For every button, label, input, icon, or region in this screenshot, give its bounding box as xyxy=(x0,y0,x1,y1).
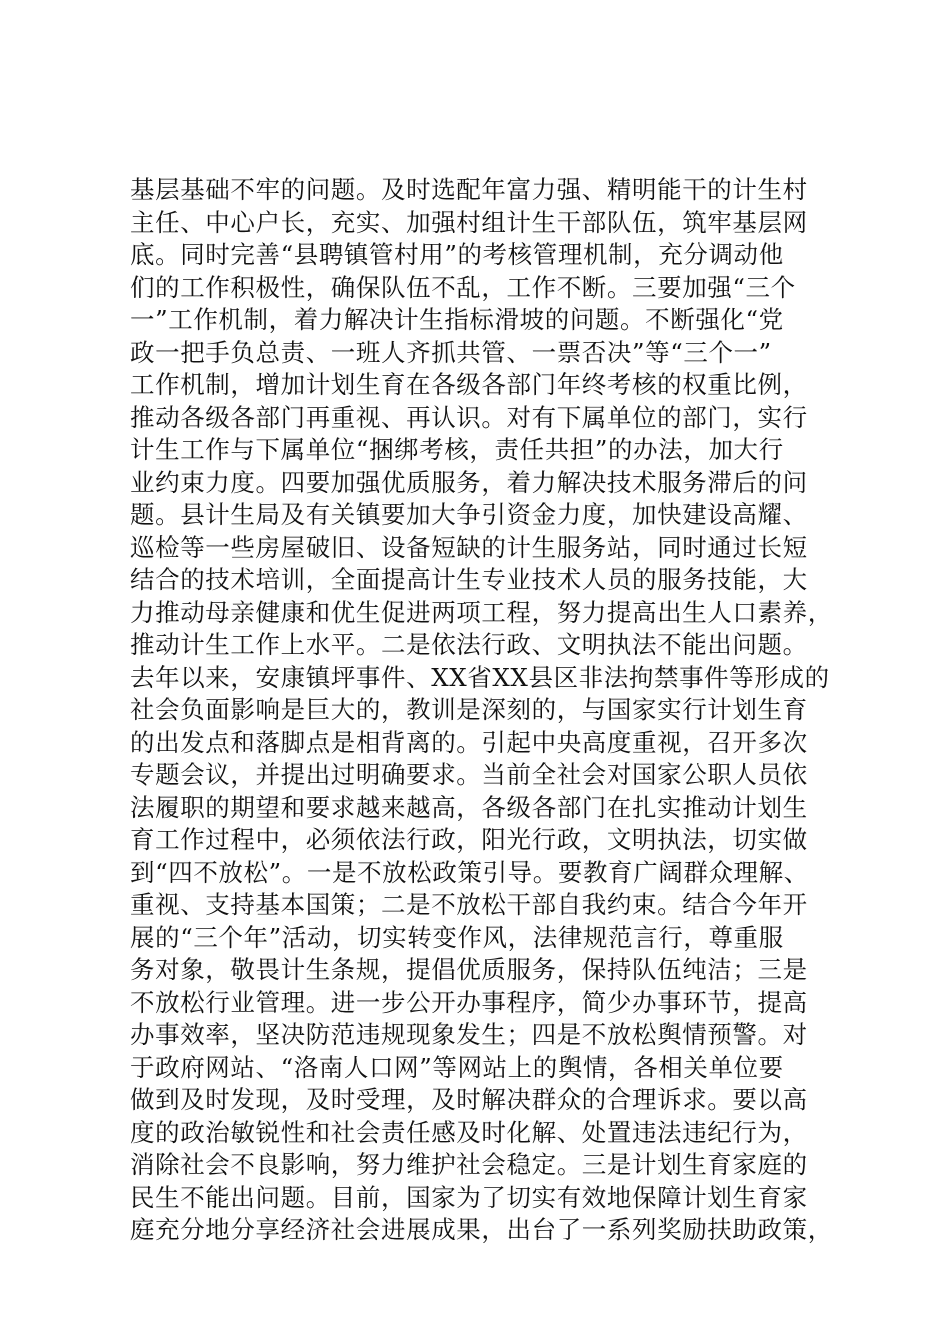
text-line: 基层基础不牢的问题。及时选配年富力强、精明能干的计生村 xyxy=(130,175,808,204)
text-line: 法履职的期望和要求越来越高，各级各部门在扎实推动计划生 xyxy=(130,792,808,822)
text-line: 推动各级各部门再重视、再认识。对有下属单位的部门，实行 xyxy=(130,402,808,432)
text-line: 社会负面影响是巨大的，教训是深刻的，与国家实行计划生育 xyxy=(130,695,808,724)
text-line: 推动计生工作上水平。二是依法行政、文明执法不能出问题。 xyxy=(130,630,808,659)
text-line: 重视、支持基本国策；二是不放松干部自我约束。结合今年开 xyxy=(130,890,808,919)
text-line: 展的“三个年”活动，切实转变作风，法律规范言行，尊重服 xyxy=(130,922,784,952)
text-line: 工作机制，增加计划生育在各级各部门年终考核的权重比例， xyxy=(130,370,808,399)
text-line: 不放松行业管理。进一步公开办事程序，简少办事环节，提高 xyxy=(130,987,808,1017)
text-line: 底。同时完善“县聘镇管村用”的考核管理机制，充分调动他 xyxy=(130,240,784,269)
text-line: 政一把手负总责、一班人齐抓共管、一票否决”等“三个一” xyxy=(130,337,772,367)
text-line: 做到及时发现，及时受理，及时解决群众的合理诉求。要以高 xyxy=(130,1085,808,1114)
text-line: 务对象，敬畏计生条规，提倡优质服务，保持队伍纯洁；三是 xyxy=(130,955,808,984)
text-line: 业约束力度。四要加强优质服务，着力解决技术服务滞后的问 xyxy=(130,467,808,497)
text-line: 们的工作积极性，确保队伍不乱，工作不断。三要加强“三个 xyxy=(130,272,796,302)
text-line: 消除社会不良影响，努力维护社会稳定。三是计划生育家庭的 xyxy=(130,1150,808,1179)
text-line: 到“四不放松”。一是不放松政策引导。要教育广阔群众理解、 xyxy=(130,857,809,887)
text-line: 育工作过程中，必须依法行政，阳光行政，文明执法，切实做 xyxy=(130,825,808,854)
text-line: 主任、中心户长，充实、加强村组计生干部队伍，筑牢基层网 xyxy=(130,207,808,237)
text-line: 巡检等一些房屋破旧、设备短缺的计生服务站，同时通过长短 xyxy=(130,532,808,562)
text-line: 专题会议，并提出过明确要求。当前全社会对国家公职人员依 xyxy=(130,760,808,789)
text-line: 的出发点和落脚点是相背离的。引起中央高度重视，召开多次 xyxy=(130,727,808,757)
text-line: 一”工作机制，着力解决计生指标滑坡的问题。不断强化“党 xyxy=(130,305,784,334)
body-text xyxy=(130,174,833,1247)
text-line: 结合的技术培训，全面提高计生专业技术人员的服务技能，大 xyxy=(130,565,808,594)
text-line: 度的政治敏锐性和社会责任感及时化解、处置违法违纪行为， xyxy=(130,1117,808,1147)
text-line: 题。县计生局及有关镇要加大争引资金力度，加快建设高耀、 xyxy=(130,500,808,529)
text-line: 力推动母亲健康和优生促进两项工程，努力提高出生人口素养， xyxy=(130,597,833,627)
text-line: 去年以来，安康镇坪事件、XX省XX县区非法拘禁事件等形成的 xyxy=(130,662,830,692)
text-line: 民生不能出问题。目前，国家为了切实有效地保障计划生育家 xyxy=(130,1182,808,1212)
text-line: 计生工作与下属单位“捆绑考核，责任共担”的办法，加大行 xyxy=(130,435,784,464)
text-line: 办事效率，坚决防范违规现象发生；四是不放松舆情预警。对 xyxy=(130,1020,808,1049)
text-line: 庭充分地分享经济社会进展成果，出台了一系列奖励扶助政策， xyxy=(130,1215,833,1244)
text-line: 于政府网站、“洛南人口网”等网站上的舆情，各相关单位要 xyxy=(130,1052,784,1082)
